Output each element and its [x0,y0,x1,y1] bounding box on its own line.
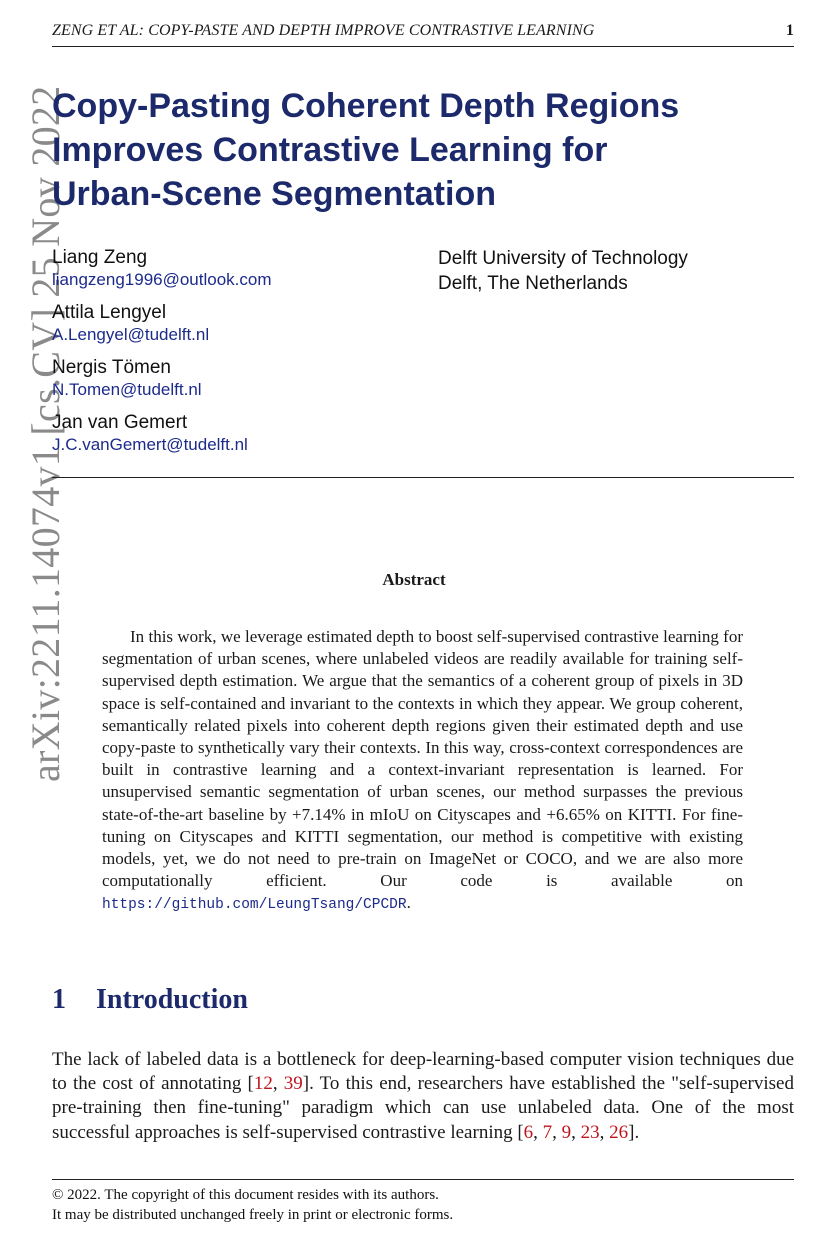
author-list [52,246,412,466]
paper-title [52,84,772,216]
intro-separator: , [571,1121,581,1143]
author-entry [52,301,412,346]
distribution-line: It may be distributed unchanged freely in print or electronic forms. [52,1207,454,1223]
title-line: Urban-Scene Segmentation [52,175,496,213]
section-title: Introduction [96,984,248,1015]
author-entry [52,411,412,456]
page-number: 1 [785,22,794,39]
title-block-divider [52,477,794,478]
footnote-divider [52,1179,794,1180]
section-number: 1 [52,984,66,1015]
author-name: Liang Zeng [52,247,148,268]
section-heading-introduction [52,984,248,1016]
copyright-line: © 2022. The copyright of this document resides with its authors. [52,1187,439,1203]
affiliation-location: Delft, The Netherlands [438,273,628,294]
author-entry [52,246,412,291]
citation-link[interactable]: 9 [561,1121,572,1143]
author-email-link[interactable]: N.Tomen@tudelft.nl [52,380,202,399]
author-name: Attila Lengyel [52,302,167,323]
abstract-text [102,626,743,917]
affiliation [438,246,688,296]
affiliation-institution: Delft University of Technology [438,248,688,269]
running-header [52,20,794,47]
abstract-end-punctuation: . [406,893,411,913]
author-email-link[interactable]: J.C.vanGemert@tudelft.nl [52,435,248,454]
citation-link[interactable]: 7 [542,1121,553,1143]
citation-link[interactable]: 6 [523,1121,534,1143]
citation-link[interactable]: 26 [609,1121,629,1143]
abstract-body-text: In this work, we leverage estimated depth to boost self-supervised contrastive learning for segmentation of urban scenes, where unlabeled videos are readily available for training self-supervised depth estimation. We argue that the semantics of a coherent group of pixels in 3D space is self-contained and invariant to the contexts in which they appear. We group coherent, semantically related pixels into coherent depth regions given their estimated depth and use copy-paste to synthetically vary their contexts. In this way, cross-context correspondences are built in contrastive learning and a context-invariant representation is learned. For unsupervised semantic segmentation of urban scenes, our method surpasses the previous state-of-the-art baseline by +7.14% in mIoU on Cityscapes and +6.65% on KITTI. For fine-tuning on Cityscapes and KITTI segmentation, our method is competitive with existing models, yet, we do not need to pre-train on ImageNet or COCO, and we are also more computationally efficient. Our code is available on [102,627,743,891]
citation-link[interactable]: 12 [253,1073,273,1095]
introduction-paragraph [52,1048,794,1145]
arxiv-identifier-stamp: arXiv:2211.14074v1 [cs.CV] 25 Nov 2022 [23,85,68,782]
intro-text: ]. To this end, researchers have established the "self-supervised pre-training then fine-tuning" paradigm which can use unlabeled data. One of the most successful approaches is self-supervised contrastive learning [ [52,1073,794,1143]
title-line: Copy-Pasting Coherent Depth Regions [52,87,680,125]
author-email-link[interactable]: liangzeng1996@outlook.com [52,270,272,289]
intro-separator: , [272,1073,284,1095]
intro-separator: , [533,1121,543,1143]
intro-separator: , [599,1121,610,1143]
citation-link[interactable]: 23 [580,1121,600,1143]
citation-link[interactable]: 39 [283,1073,303,1095]
author-entry [52,356,412,401]
code-repository-link[interactable]: https://github.com/LeungTsang/CPCDR [102,897,407,914]
copyright-footnote [52,1185,453,1225]
running-title: ZENG ET AL: COPY-PASTE AND DEPTH IMPROVE CONTRASTIVE LEARNING [52,22,595,39]
intro-text: ]. [628,1121,640,1143]
abstract-heading: Abstract [382,570,446,589]
author-name: Jan van Gemert [52,412,188,433]
title-line: Improves Contrastive Learning for [52,131,608,169]
author-email-link[interactable]: A.Lengyel@tudelft.nl [52,325,210,344]
intro-separator: , [552,1121,562,1143]
intro-text: The lack of labeled data is a bottleneck for deep-learning-based computer vision techniques due to the cost of annotating [ [52,1049,794,1095]
author-name: Nergis Tömen [52,357,171,378]
